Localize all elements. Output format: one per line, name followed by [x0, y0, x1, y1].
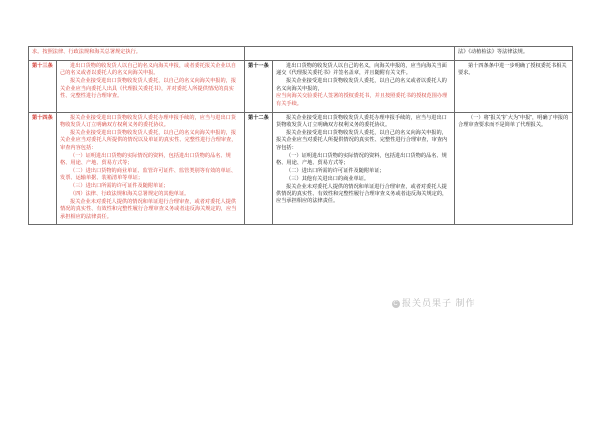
row2-mid-p2: 报关企业接受进出口货物收发货人委托，以自己的名义向海关申报的，报关企业应当对委托人所提供情况的真实性、完整性进行合理审查，审查内容包括：: [276, 129, 448, 151]
row0-right-cell: [455, 47, 573, 61]
row2-left-cell: [57, 112, 245, 225]
copyright-icon: C: [393, 300, 399, 307]
row2-left-p4: （二）进出口货物的商业单证、监管许可证件、监管类别等有效的单证、发票、运输单据、装箱清单等单证；: [60, 167, 237, 182]
row2-mid-p3: （一）证明进出口货物的实际情况的资料，包括进出口货物的品名、规格、用途、产地、贸易方式等；: [276, 152, 447, 166]
row0-left-text: 求。按照法律、行政法规和海关总署规定执行。: [32, 49, 141, 55]
row2-mid-p4: （二）进出口所需的许可证件及随附单证；: [286, 167, 385, 174]
row1-left-p2: 报关企业接受进出口货物收发货人委托，以自己的名义向海关申报的，报关企业应当向委托人出具《代理报关委托书》，并对委托人所提供情况的真实性、完整性进行合理审查。: [60, 78, 237, 99]
comparison-table: [28, 46, 573, 225]
row1-right-p1: 第十四条条中进一步明确了授权委托书相关要求。: [458, 62, 567, 77]
article-number-12: 第十二条: [248, 114, 269, 121]
row1-mid-article: [245, 60, 273, 112]
row1-mid-p2: 报关企业接受进出口货物收发货人委托，以自己的名义或者以委托人的名义向海关申报的，: [276, 78, 447, 92]
row1-mid-cell: [273, 60, 455, 112]
row2-left-p5: （三）进出口所需的许可证件及随附单证；: [70, 183, 169, 189]
table-row: [29, 47, 573, 61]
row2-left-p6: （四）法律、行政法规和海关总署规定的其他单证。: [70, 190, 190, 197]
row2-left-p7: 报关企业未对委托人提供的情况和单证进行合理审查，或者对委托人提供情况的真实性、有效性和完整性履行合理审查义务或者违反海关规定的，应当承担相应的法律责任。: [60, 198, 237, 220]
row2-left-p2: 报关企业接受进出口货物收发货人委托，以自己的名义向海关申报的，报关企业应当对委托人所提供的情况以及单证的真实性、完整性进行合理审查，审查内容包括：: [60, 129, 237, 151]
table-row: [29, 60, 573, 112]
row2-right-cell: [455, 112, 573, 225]
row2-right-p1: （一）将“报关”扩大为“申报”，明确了申报的合理审查要求而不是简单了代理报关。: [458, 114, 569, 128]
row2-mid-cell: [273, 112, 455, 225]
row1-mid-p3: 应当向海关交验委托人签署的授权委托书，并且按照委托书的授权范围办理有关手续。: [276, 93, 448, 107]
article-number-11: 第十一条: [248, 62, 269, 69]
row0-right-text: 法》《动植检法》等法律法规。: [458, 49, 529, 55]
row2-left-p3: （一）证明进出口货物的实际情况的资料，包括进出口货物的品名、规格、用途、产地、贸易方式等；: [60, 152, 231, 166]
row0-left-cell: [29, 47, 245, 61]
table-row: [29, 112, 573, 225]
row2-mid-p5: （三）其他有关进出口的商业单证。: [286, 175, 370, 182]
row2-left-p1: 报关企业接受进出口货物收发货人委托办理申报手续的，应当与进出口货物收发货人订立明确双方权利义务的委托协议。: [60, 114, 237, 128]
row2-left-article: [29, 112, 57, 225]
row1-mid-p1: 进出口货物的收发货人以自己的名义，向海关申报的，应当向海关当面递交《代理报关委托书》并签名盖章，并且随附有关文件。: [276, 62, 447, 77]
row0-mid-cell: [245, 47, 455, 61]
row1-right-cell: [455, 60, 573, 112]
article-number-13: 第十三条: [32, 62, 53, 69]
article-number-14: 第十四条: [32, 114, 53, 121]
row2-mid-p1: 报关企业接受进出口货物收发货人委托办理申报手续的，应当与进出口货物收发货人订立明确双方权利义务的委托协议。: [276, 114, 447, 128]
row1-left-p1: 进出口货物的收发货人以自己的名义向海关申报，或者委托报关企业以自己的名义或者以委托人的名义向海关申报。: [60, 62, 237, 77]
row1-left-cell: [57, 60, 245, 112]
row2-mid-p6: 报关企业未对委托人提供的情况和单证进行合理审查，或者对委托人提供情况的真实性、有效性和完整性履行合理审查义务或者违反海关规定的，应当承担相应的法律责任。: [276, 183, 448, 205]
watermark-text: 报关员果子 制作: [402, 298, 476, 308]
row1-left-article: [29, 60, 57, 112]
row2-mid-article: [245, 112, 273, 225]
watermark: [392, 296, 476, 309]
